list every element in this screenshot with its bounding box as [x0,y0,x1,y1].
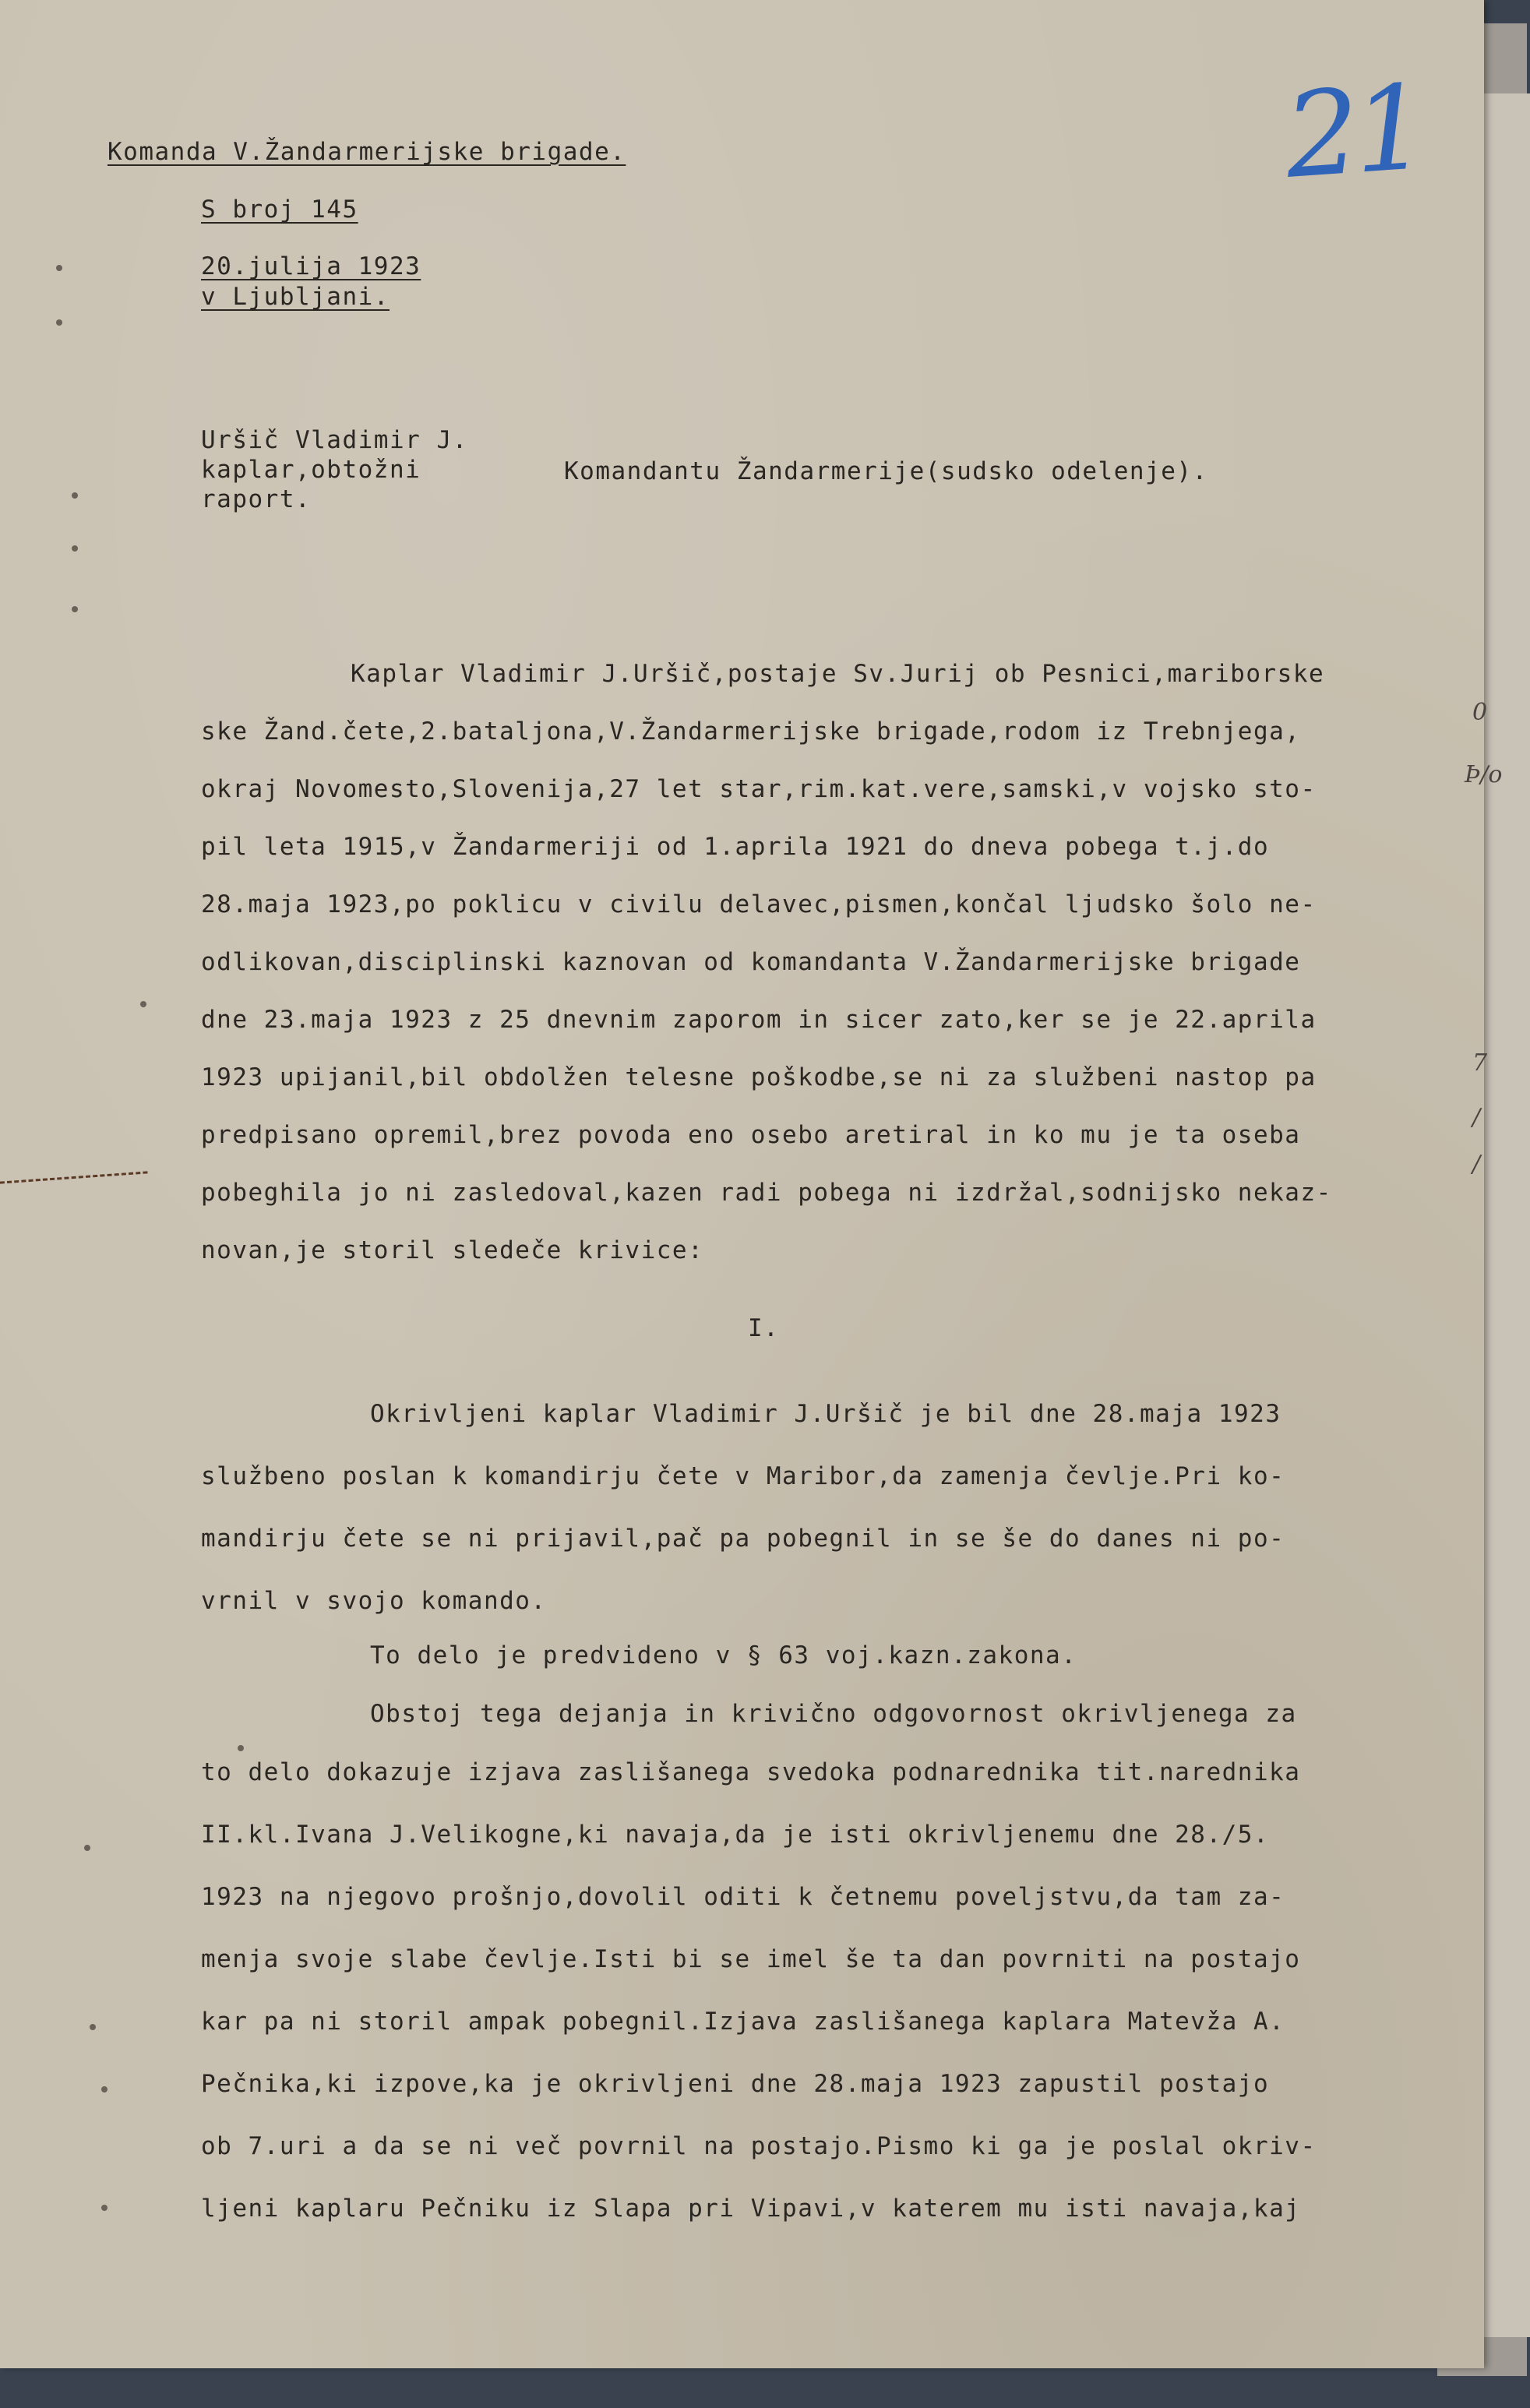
header-place: v Ljubljani. [201,283,390,311]
header-number: S broj 145 [201,196,358,224]
margin-dot [56,265,62,271]
section-line: ob 7.uri a da se ni več povrnil na postajo.Pismo ki ga je poslal okriv- [201,2132,1317,2160]
right-edge-mark: 7 [1472,1049,1488,1077]
body-line: novan,je storil sledeče krivice: [201,1236,704,1264]
section-line: ljeni kaplaru Pečniku iz Slapa pri Vipavi,v katerem mu isti navaja,kaj [201,2195,1301,2223]
body-line: odlikovan,disciplinski kaznovan od komandanta V.Žandarmerijske brigade [201,948,1301,976]
section-line: Obstoj tega dejanja in krivično odgovornost okrivljenega za [370,1700,1297,1728]
section-line: vrnil v svojo komando. [201,1587,547,1615]
body-line: okraj Novomesto,Slovenija,27 let star,rim.kat.vere,samski,v vojsko sto- [201,775,1317,803]
margin-dot [101,2086,108,2092]
body-line: 28.maja 1923,po poklicu v civilu delavec,pismen,končal ljudsko šolo ne- [201,890,1317,918]
margin-dot [56,319,62,326]
subject-line-2: kaplar,obtožni [201,456,421,484]
header-date: 20.julija 1923 [201,252,421,280]
margin-dot [72,606,78,612]
section-line: To delo je predvideno v § 63 voj.kazn.zakona. [370,1641,1077,1669]
section-line: menja svoje slabe čevlje.Isti bi se imel še ta dan povrniti na postajo [201,1945,1301,1973]
margin-dot [101,2205,108,2211]
margin-dot [140,1001,146,1007]
header-command: Komanda V.Žandarmerijske brigade. [108,138,626,166]
body-line: dne 23.maja 1923 z 25 dnevnim zaporom in sicer zato,ker se je 22.aprila [201,1006,1317,1034]
section-line: Pečnika,ki izpove,ka je okrivljeni dne 28.maja 1923 zapustil postajo [201,2070,1270,2098]
subject-line-1: Uršič Vladimir J. [201,426,468,454]
right-edge-mark: / [1472,1104,1481,1131]
right-edge-mark: / [1472,1151,1481,1178]
section-line: Okrivljeni kaplar Vladimir J.Uršič je bil dne 28.maja 1923 [370,1400,1281,1428]
body-line: ske Žand.čete,2.bataljona,V.Žandarmerijske brigade,rodom iz Trebnjega, [201,717,1301,746]
body-line: 1923 upijanil,bil obdolžen telesne poškodbe,se ni za službeni nastop pa [201,1063,1317,1091]
margin-dot [84,1845,90,1851]
margin-dot [90,2024,96,2030]
body-line: Kaplar Vladimir J.Uršič,postaje Sv.Jurij ob Pesnici,mariborske [351,660,1325,688]
section-numeral: I. [748,1314,780,1342]
section-line: to delo dokazuje izjava zaslišanega svedoka podnarednika tit.narednika [201,1758,1301,1786]
addressee: Komandantu Žandarmerije(sudsko odelenje). [564,457,1208,485]
folio-number: 21 [1281,60,1426,205]
right-edge-mark: 0 [1472,699,1488,726]
body-line: pil leta 1915,v Žandarmeriji od 1.aprila 1921 do dneva pobega t.j.do [201,833,1270,861]
margin-dot [238,1745,244,1751]
margin-dot [72,492,78,499]
body-line: pobeghila jo ni zasledoval,kazen radi pobega ni izdržal,sodnijsko nekaz- [201,1179,1332,1207]
binding-string [0,1171,148,1191]
section-line: službeno poslan k komandirju čete v Maribor,da zamenja čevlje.Pri ko- [201,1462,1285,1490]
section-line: kar pa ni storil ampak pobegnil.Izjava zaslišanega kaplara Matevža A. [201,2008,1285,2036]
section-line: II.kl.Ivana J.Velikogne,ki navaja,da je isti okrivljenemu dne 28./5. [201,1821,1270,1849]
section-line: 1923 na njegovo prošnjo,dovolil oditi k četnemu poveljstvu,da tam za- [201,1883,1285,1911]
margin-dot [72,545,78,552]
section-line: mandirju čete se ni prijavil,pač pa pobegnil in se še do danes ni po- [201,1525,1285,1553]
subject-line-3: raport. [201,485,312,513]
body-line: predpisano opremil,brez povoda eno osebo aretiral in ko mu je ta oseba [201,1121,1301,1149]
right-edge-mark: Þ/o [1465,761,1503,788]
